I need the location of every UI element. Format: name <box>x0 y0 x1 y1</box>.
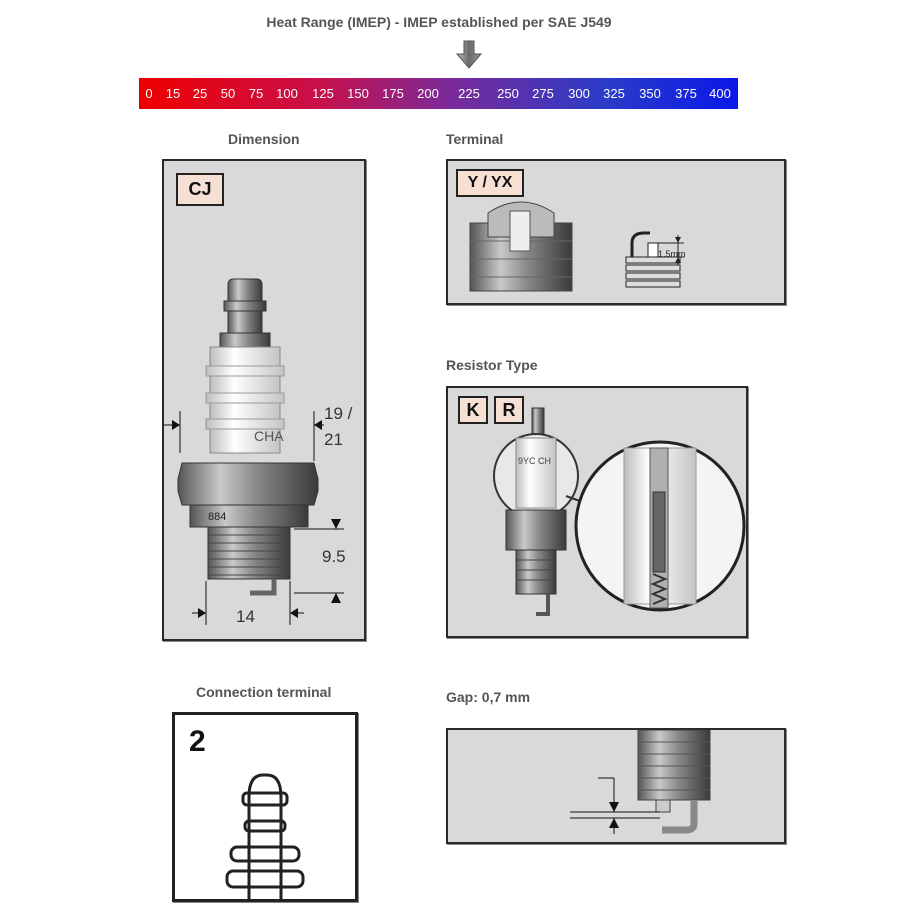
dimension-heading: Dimension <box>228 131 300 147</box>
heat-range-value: 400 <box>709 86 731 101</box>
insulator-brand-text: CHA <box>254 428 284 444</box>
resistor-panel <box>446 386 748 638</box>
heat-range-value: 225 <box>458 86 480 101</box>
heat-range-value: 350 <box>639 86 661 101</box>
connection-terminal-panel <box>172 712 358 902</box>
heat-range-value: 200 <box>417 86 439 101</box>
heat-range-value: 15 <box>165 86 181 101</box>
heat-range-value: 100 <box>276 86 298 101</box>
heat-range-value: 0 <box>145 86 153 101</box>
connection-terminal-outline-drawing <box>175 715 355 899</box>
gap-panel <box>446 728 786 844</box>
hex-size-label: 19 / 21 <box>324 404 353 449</box>
terminal-heading: Terminal <box>446 131 504 147</box>
heat-range-title: Heat Range (IMEP) - IMEP established per SAE J549 <box>266 14 612 30</box>
resistor-code-badge-r: R <box>494 396 524 424</box>
reach-label: 9.5 <box>322 547 346 566</box>
heat-range-value: 300 <box>568 86 590 101</box>
thread-diameter-label: 14 <box>236 607 255 626</box>
terminal-gap-label: 1.5mm <box>658 249 686 259</box>
heat-range-marker-arrow-icon <box>455 40 483 70</box>
electrode-gap-drawing <box>448 730 784 842</box>
spark-plug-dimension-drawing <box>164 161 364 639</box>
heat-range-value: 50 <box>220 86 236 101</box>
heat-range-value: 150 <box>347 86 369 101</box>
dimension-panel <box>162 159 366 641</box>
terminal-drawing <box>448 161 784 303</box>
heat-range-value: 175 <box>382 86 404 101</box>
connection-terminal-code: 2 <box>189 725 206 758</box>
resistor-cutaway-drawing <box>448 388 746 636</box>
resistor-code-badge-k: K <box>458 396 488 424</box>
gap-heading: Gap: 0,7 mm <box>446 689 531 705</box>
terminal-code-badge: Y / YX <box>456 169 524 197</box>
heat-range-value: 75 <box>248 86 264 101</box>
heat-range-value: 275 <box>532 86 554 101</box>
heat-range-value: 250 <box>497 86 519 101</box>
hex-marking-text: 884 <box>208 511 227 523</box>
heat-range-value: 325 <box>603 86 625 101</box>
heat-range-value: 25 <box>192 86 208 101</box>
dimension-code-badge: CJ <box>176 173 224 206</box>
connection-terminal-heading: Connection terminal <box>196 684 332 700</box>
resistor-type-heading: Resistor Type <box>446 357 538 373</box>
terminal-panel <box>446 159 786 305</box>
heat-range-value: 125 <box>312 86 334 101</box>
heat-range-value: 375 <box>675 86 697 101</box>
heat-range-scale-bar <box>139 78 738 109</box>
resistor-insulator-text: 9YC CH <box>518 456 552 466</box>
